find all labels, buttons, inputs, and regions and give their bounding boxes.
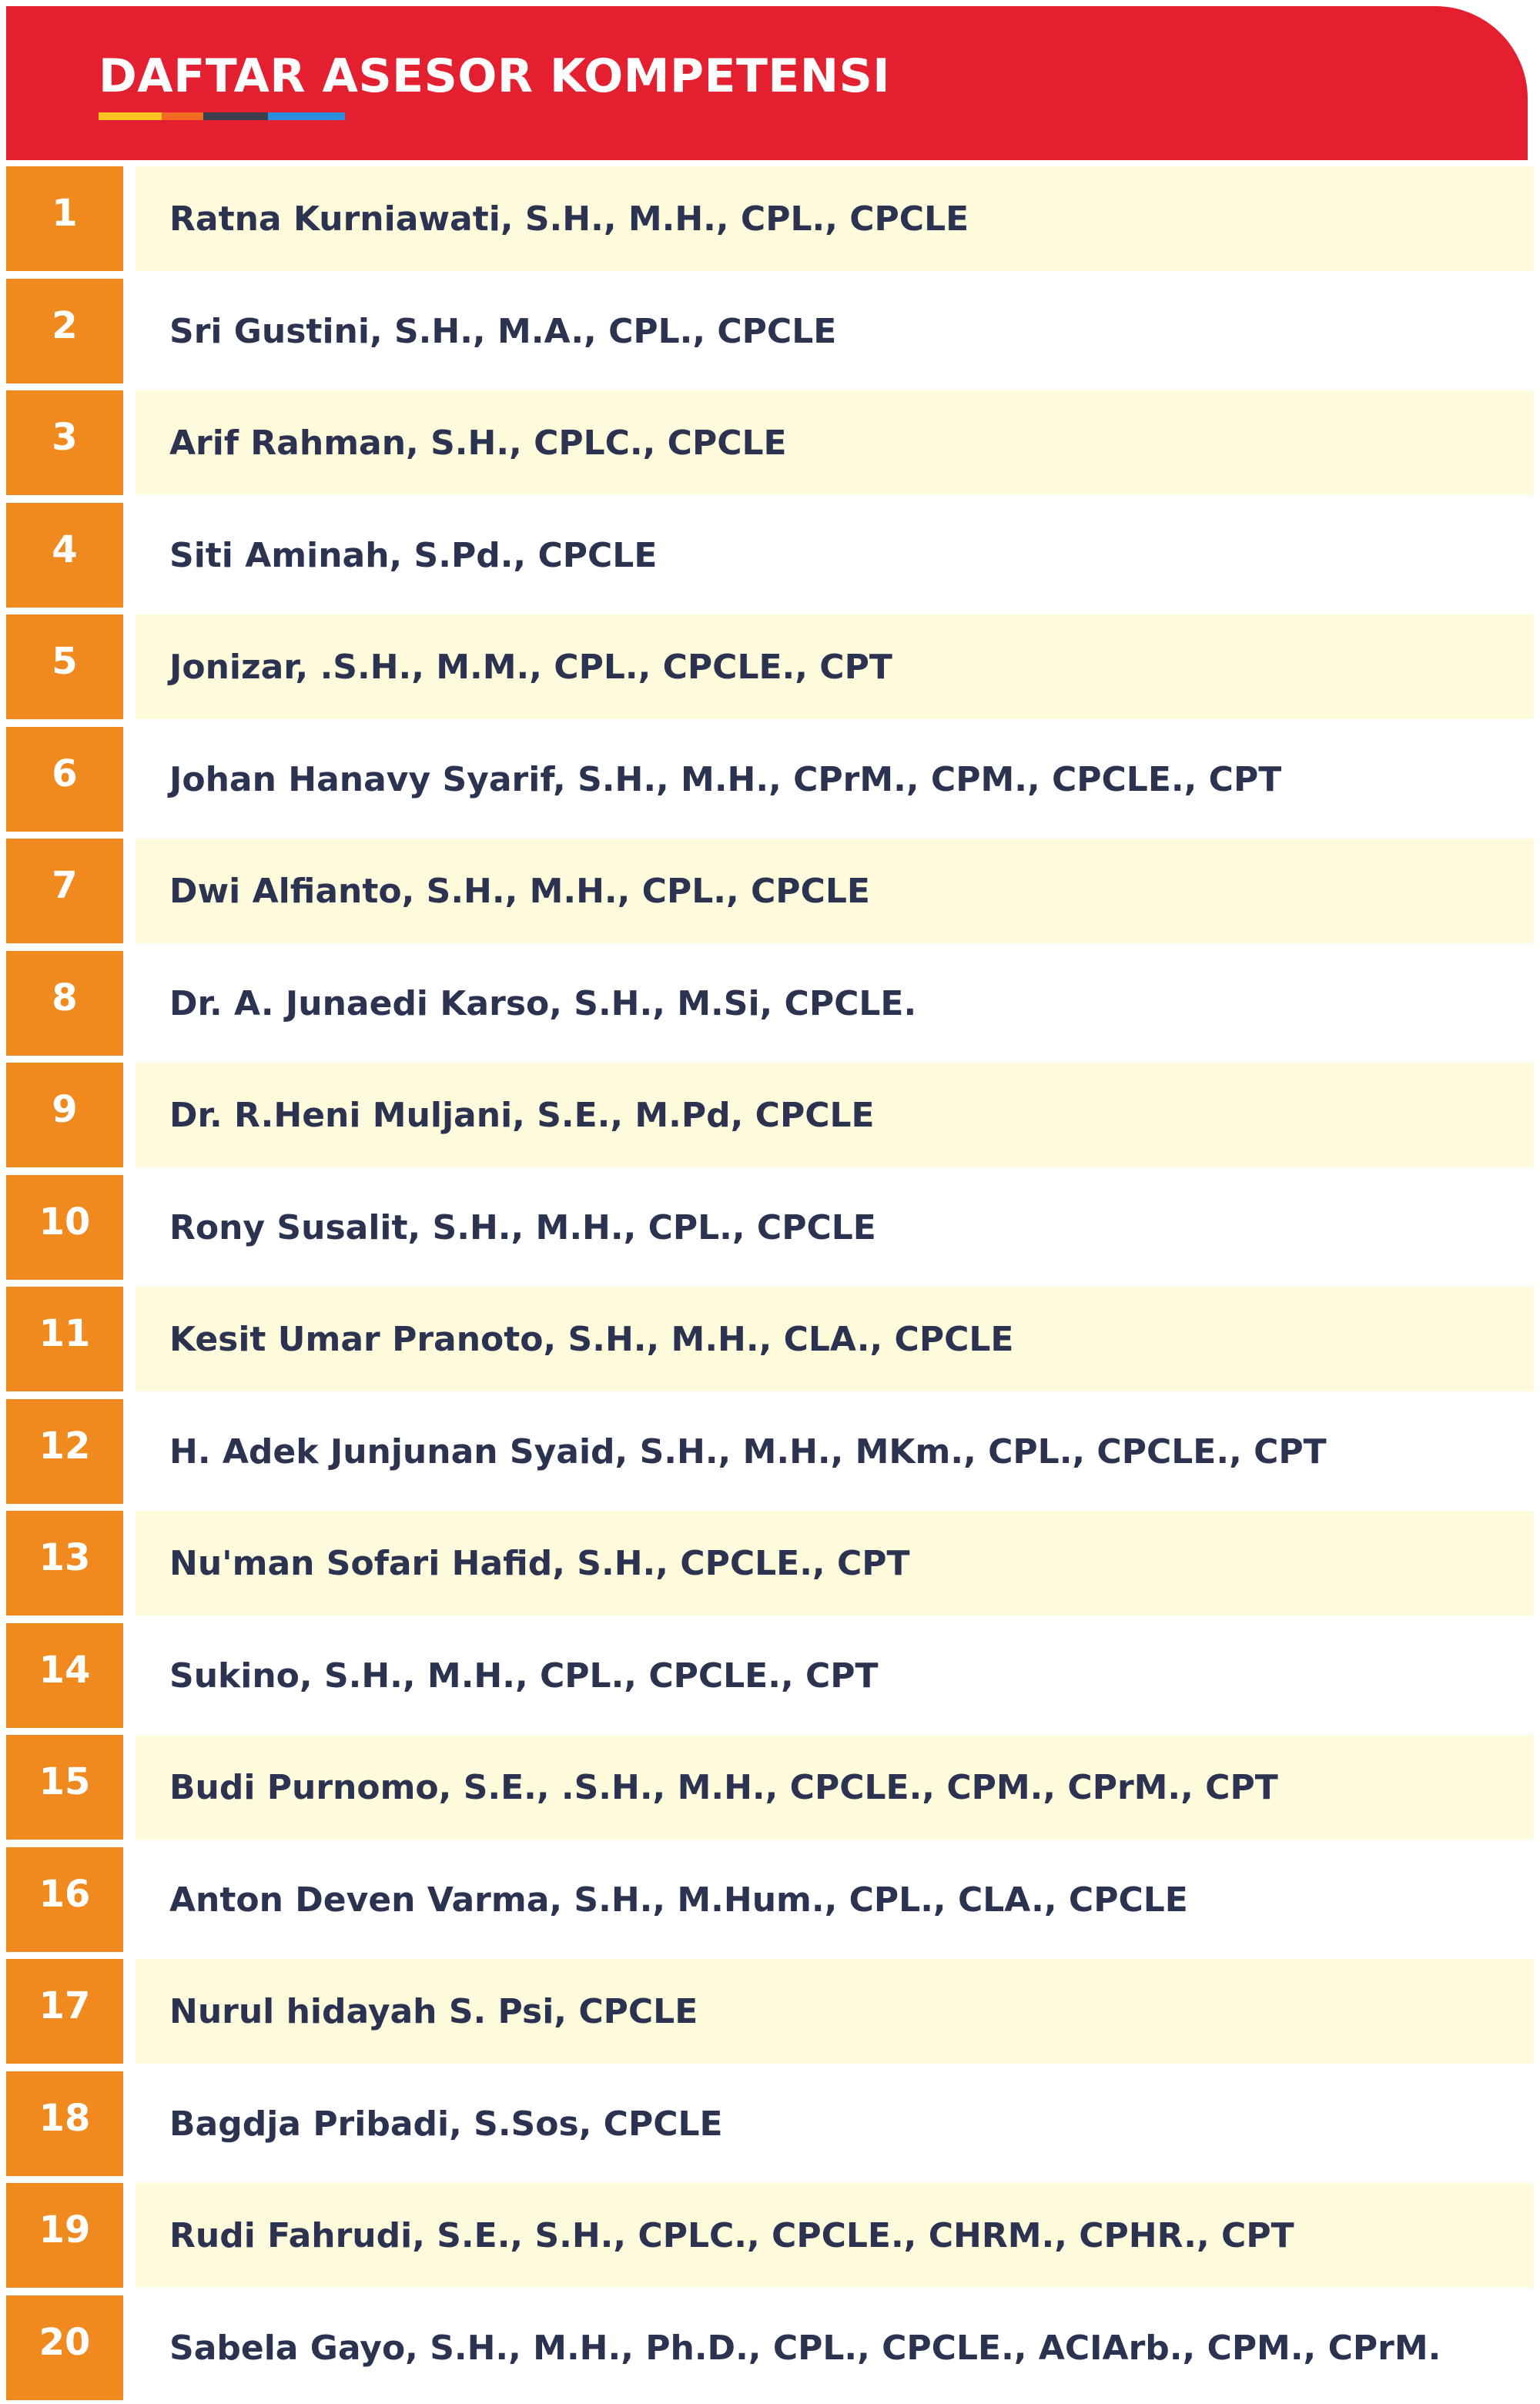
page-title: DAFTAR ASESOR KOMPETENSI bbox=[99, 49, 891, 103]
asesor-row bbox=[6, 1063, 1534, 1167]
asesor-row bbox=[6, 1735, 1534, 1840]
asesor-number: 9 bbox=[6, 1063, 123, 1167]
asesor-name: Nu'man Sofari Hafid, S.H., CPCLE., CPT bbox=[136, 1511, 1534, 1616]
asesor-row bbox=[6, 839, 1534, 943]
asesor-row bbox=[6, 1399, 1534, 1504]
asesor-row bbox=[6, 2071, 1534, 2176]
asesor-name: Kesit Umar Pranoto, S.H., M.H., CLA., CPCLE bbox=[136, 1287, 1534, 1391]
asesor-row bbox=[6, 1959, 1534, 2064]
asesor-number: 13 bbox=[6, 1511, 123, 1616]
asesor-name: Dr. A. Junaedi Karso, S.H., M.Si, CPCLE. bbox=[169, 983, 917, 1023]
asesor-number: 11 bbox=[6, 1287, 123, 1391]
asesor-row bbox=[6, 1175, 1534, 1280]
asesor-name: Sukino, S.H., M.H., CPL., CPCLE., CPT bbox=[169, 1656, 879, 1696]
asesor-number: 19 bbox=[6, 2183, 123, 2288]
asesor-name: Sabela Gayo, S.H., M.H., Ph.D., CPL., CPCLE., ACIArb., CPM., CPrM. bbox=[169, 2328, 1441, 2368]
asesor-number: 14 bbox=[6, 1623, 123, 1728]
asesor-name: Siti Aminah, S.Pd., CPCLE bbox=[169, 535, 658, 575]
asesor-row bbox=[6, 279, 1534, 383]
asesor-number: 15 bbox=[6, 1735, 123, 1840]
asesor-name: H. Adek Junjunan Syaid, S.H., M.H., MKm., CPL., CPCLE., CPT bbox=[169, 1431, 1327, 1472]
asesor-row bbox=[6, 951, 1534, 1056]
asesor-row bbox=[6, 727, 1534, 832]
asesor-name: Rudi Fahrudi, S.E., S.H., CPLC., CPCLE., CHRM., CPHR., CPT bbox=[136, 2183, 1534, 2288]
underline-segment bbox=[162, 112, 203, 120]
underline-segment bbox=[99, 112, 162, 120]
asesor-number: 18 bbox=[6, 2071, 123, 2176]
asesor-name: Johan Hanavy Syarif, S.H., M.H., CPrM., CPM., CPCLE., CPT bbox=[169, 759, 1282, 799]
asesor-number: 7 bbox=[6, 839, 123, 943]
asesor-name: Dwi Alfianto, S.H., M.H., CPL., CPCLE bbox=[136, 839, 1534, 943]
asesor-number: 12 bbox=[6, 1399, 123, 1504]
asesor-name: Budi Purnomo, S.E., .S.H., M.H., CPCLE., CPM., CPrM., CPT bbox=[136, 1735, 1534, 1840]
asesor-number: 3 bbox=[6, 390, 123, 495]
asesor-row bbox=[6, 390, 1534, 495]
asesor-row bbox=[6, 503, 1534, 608]
asesor-number: 20 bbox=[6, 2295, 123, 2400]
asesor-name: Rony Susalit, S.H., M.H., CPL., CPCLE bbox=[169, 1207, 876, 1247]
asesor-number: 5 bbox=[6, 614, 123, 719]
title-underline bbox=[99, 112, 345, 120]
asesor-row bbox=[6, 1623, 1534, 1728]
asesor-number: 1 bbox=[6, 166, 123, 271]
asesor-name: Arif Rahman, S.H., CPLC., CPCLE bbox=[136, 390, 1534, 495]
asesor-name: Ratna Kurniawati, S.H., M.H., CPL., CPCLE bbox=[136, 166, 1534, 271]
underline-segment bbox=[203, 112, 268, 120]
asesor-name: Dr. R.Heni Muljani, S.E., M.Pd, CPCLE bbox=[136, 1063, 1534, 1167]
asesor-number: 2 bbox=[6, 279, 123, 383]
asesor-row bbox=[6, 2183, 1534, 2288]
asesor-name: Sri Gustini, S.H., M.A., CPL., CPCLE bbox=[169, 311, 837, 351]
asesor-number: 6 bbox=[6, 727, 123, 832]
asesor-name: Nurul hidayah S. Psi, CPCLE bbox=[136, 1959, 1534, 2064]
underline-segment bbox=[268, 112, 345, 120]
asesor-number: 4 bbox=[6, 503, 123, 608]
asesor-row bbox=[6, 166, 1534, 271]
asesor-name: Anton Deven Varma, S.H., M.Hum., CPL., CLA., CPCLE bbox=[169, 1880, 1188, 1920]
asesor-row bbox=[6, 1287, 1534, 1391]
header-banner bbox=[6, 6, 1528, 160]
asesor-row bbox=[6, 1511, 1534, 1616]
asesor-row bbox=[6, 1847, 1534, 1952]
asesor-row bbox=[6, 614, 1534, 719]
asesor-number: 10 bbox=[6, 1175, 123, 1280]
asesor-name: Jonizar, .S.H., M.M., CPL., CPCLE., CPT bbox=[136, 614, 1534, 719]
asesor-name: Bagdja Pribadi, S.Sos, CPCLE bbox=[169, 2104, 723, 2144]
asesor-number: 16 bbox=[6, 1847, 123, 1952]
asesor-row bbox=[6, 2295, 1534, 2400]
asesor-number: 8 bbox=[6, 951, 123, 1056]
asesor-number: 17 bbox=[6, 1959, 123, 2064]
